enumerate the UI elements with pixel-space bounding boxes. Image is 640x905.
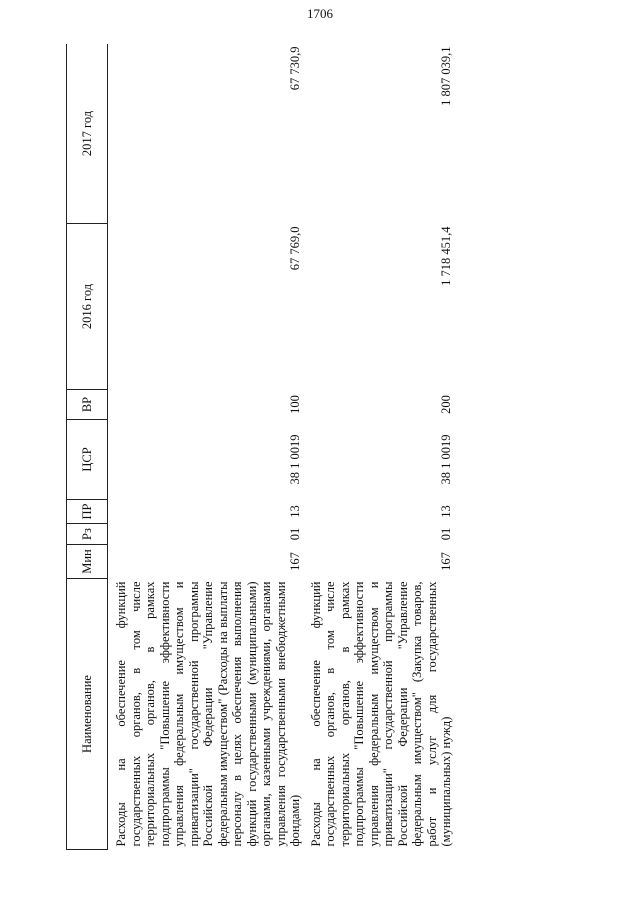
row-2016: 67 769,0 [288,226,302,271]
table-header-row [67,44,108,850]
header-2016: 2016 год [67,224,108,390]
budget-table [66,44,454,850]
row-pr: 13 [439,505,453,518]
budget-table-area [66,44,576,850]
page-number: 1706 [307,6,333,21]
header-min: Мин [67,545,108,579]
row-vr: 200 [439,395,453,414]
header-name: Наименование [67,579,108,850]
row-2016: 1 718 451,4 [439,226,453,286]
table-row [108,44,303,850]
row-min: 167 [288,552,302,571]
row-2017: 67 730,9 [288,46,302,91]
table-row [303,44,454,850]
row-pr: 13 [288,505,302,518]
rotated-table [66,44,576,850]
row-csr: 38 1 0019 [439,434,453,485]
row-rz: 01 [439,527,453,541]
row-name: Расходы на обеспечение функций государственных органов, в том числе территориальных органов, в рамках подпрограммы "Повышение эффективности управления федеральным имуществом и приватизации" государственной программы Российской Федерации "Управление федеральным имуществом" (Расходы на выплаты персоналу в целях обеспечения выполнения функций государственными (муниципальными) органами, казенными учреждениями, органами управления государственными внебюджетными фондами) [114,581,302,847]
row-rz: 01 [288,527,302,541]
row-name: Расходы на обеспечение функций государственных органов, в том числе территориальных органов, в рамках подпрограммы "Повышение эффективности управления федеральным имуществом и приватизации" государственной программы Российской Федерации "Управление федеральным имуществом" (Закупка товаров, работ и услуг для государственных (муниципальных) нужд) [308,581,453,847]
header-vr: ВР [67,390,108,420]
header-2017: 2017 год [67,44,108,224]
row-vr: 100 [288,395,302,414]
row-csr: 38 1 0019 [288,434,302,485]
row-2017: 1 807 039,1 [439,46,453,106]
row-min: 167 [439,552,453,571]
header-csr: ЦСР [67,420,108,500]
header-rz: Рз [67,524,108,545]
header-pr: ПР [67,500,108,524]
